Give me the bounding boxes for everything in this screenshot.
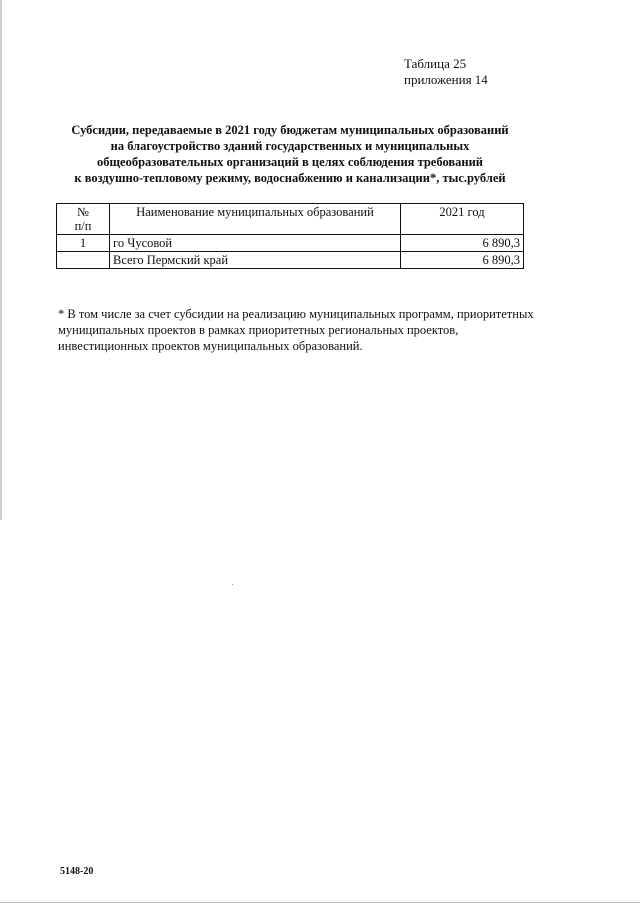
table-total-row <box>57 252 524 269</box>
subsidy-table <box>56 203 524 269</box>
row-name: го Чусовой <box>110 235 401 252</box>
header-number <box>57 204 110 235</box>
table-number: Таблица 25 <box>404 56 467 71</box>
header-number-sign: № <box>77 205 89 219</box>
footnote-line-2: муниципальных проектов в рамках приоритетных региональных проектов, <box>58 323 459 337</box>
row-value: 6 890,3 <box>401 235 524 252</box>
bottom-rule <box>0 902 640 903</box>
footnote <box>58 306 534 354</box>
scan-edge <box>0 0 2 520</box>
title-line-4: к воздушно-тепловому режиму, водоснабжению и канализации*, тыс.рублей <box>74 171 506 185</box>
appendix-number: приложения 14 <box>404 72 488 87</box>
title-line-3: общеобразовательных организаций в целях соблюдения требований <box>96 155 483 169</box>
total-value: 6 890,3 <box>401 252 524 269</box>
table-reference <box>404 56 488 88</box>
total-name: Всего Пермский край <box>110 252 401 269</box>
document-code: 5148-20 <box>60 866 94 877</box>
title-line-1: Субсидии, передаваемые в 2021 году бюджетам муниципальных образований <box>71 123 509 137</box>
table-header-row <box>57 204 524 235</box>
title-line-2: на благоустройство зданий государственных и муниципальных <box>110 139 470 153</box>
header-name: Наименование муниципальных образований <box>110 204 401 235</box>
table-row <box>57 235 524 252</box>
footnote-line-3: инвестиционных проектов муниципальных образований. <box>58 339 363 353</box>
header-year: 2021 год <box>401 204 524 235</box>
total-number <box>57 252 110 269</box>
row-number: 1 <box>57 235 110 252</box>
document-title <box>60 122 520 186</box>
footnote-line-1: * В том числе за счет субсидии на реализацию муниципальных программ, приоритетных <box>58 307 534 321</box>
scan-speck <box>232 584 233 585</box>
header-number-pp: п/п <box>74 219 92 233</box>
